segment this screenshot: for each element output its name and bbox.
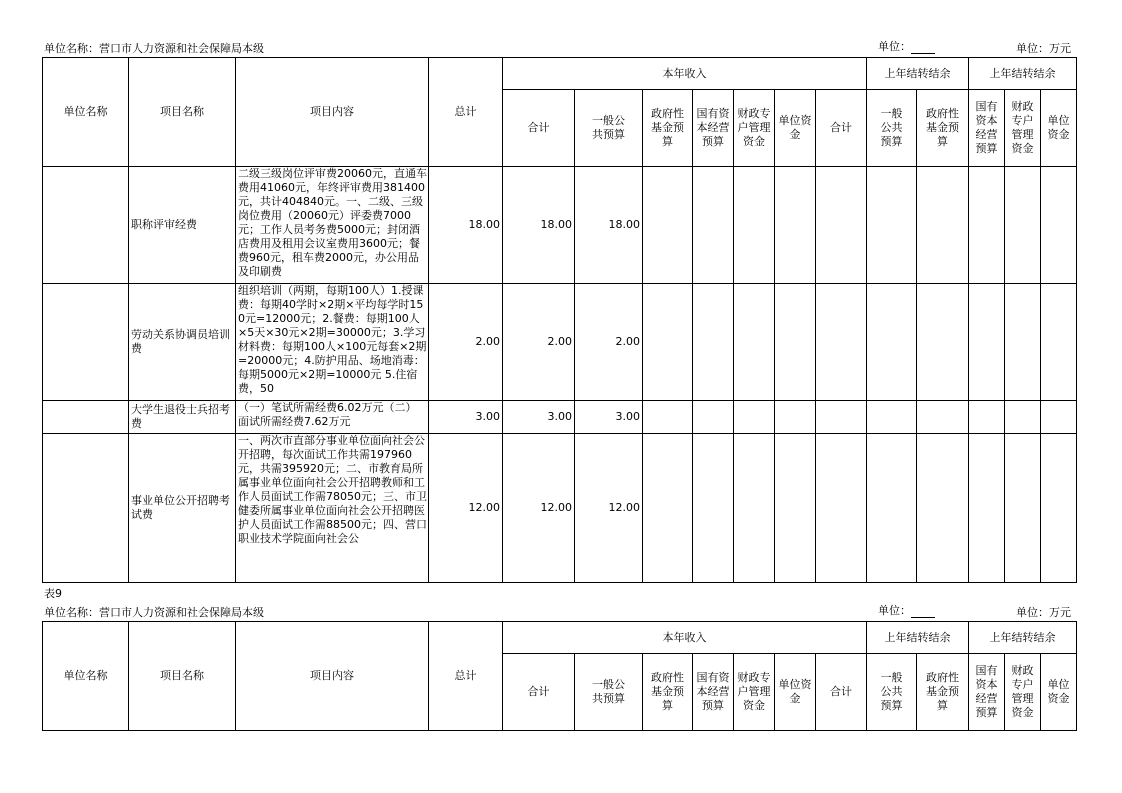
header-prev-fiscal-special-text: 财政专户管理资金 (1011, 100, 1034, 155)
row-empty-cell (1041, 284, 1077, 401)
header-fiscal-special (734, 654, 775, 731)
row-content-cell (236, 167, 429, 284)
header-unit-name: 单位名称 (43, 622, 129, 731)
header-prev-state-capital (969, 90, 1005, 167)
header-general-budget-text: 一般公共预算 (592, 114, 625, 141)
table-number-label: 表9 (44, 587, 62, 600)
row-empty-cell (775, 284, 816, 401)
row-content-text: （一）笔试所需经费6.02万元（二）面试所需经费7.62万元 (238, 401, 417, 428)
header-general-budget (575, 654, 643, 731)
row-empty-cell (693, 434, 734, 583)
header-general-budget (575, 90, 643, 167)
row-sum-cell: 12.00 (503, 434, 575, 583)
table-row (43, 434, 1077, 583)
header-fiscal-special-text: 财政专户管理资金 (737, 107, 771, 148)
row-content-text: 组织培训（两期，每期100人）1.授课费：每期40学时×2期×平均每学时150元=12000元；2.餐费：每期100人×5天×30元×2期=30000元；3.学习材料费：每期100人×100元每套×2期=20000元；4.防护用品、场地消毒：每期5000元×2期=10000元 5.住宿费，50 (238, 284, 427, 395)
header-project-content: 项目内容 (236, 622, 429, 731)
row-empty-cell (867, 401, 917, 434)
row-empty-cell (775, 167, 816, 284)
header-total: 总计 (429, 58, 503, 167)
header-current-income: 本年收入 (503, 622, 867, 654)
header-fiscal-special-text: 财政专户管理资金 (737, 671, 771, 712)
row-empty-cell (816, 284, 867, 401)
header-unit-name: 单位名称 (43, 58, 129, 167)
row-empty-cell (969, 401, 1005, 434)
header-gov-fund-text: 政府性基金预算 (651, 107, 684, 148)
row-empty-cell (867, 284, 917, 401)
row-general-cell: 2.00 (575, 284, 643, 401)
row-content-cell (236, 284, 429, 401)
row-empty-cell (775, 401, 816, 434)
header-general-budget-text: 一般公共预算 (592, 678, 625, 705)
header-state-capital-text: 国有资本经营预算 (696, 671, 730, 712)
header-prev-state-capital-text: 国有资本经营预算 (975, 664, 998, 719)
row-empty-cell (1041, 434, 1077, 583)
row-empty-cell (917, 434, 969, 583)
table-row (43, 401, 1077, 434)
row-project-cell: 大学生退役士兵招考费 (129, 401, 236, 434)
header-unit-funds (775, 654, 816, 731)
row-sum-cell: 2.00 (503, 284, 575, 401)
currency-unit: 单位：万元 (1016, 42, 1071, 55)
row-empty-cell (816, 401, 867, 434)
row-content-cell (236, 434, 429, 583)
header-prev-sum: 合计 (816, 654, 867, 731)
row-empty-cell (693, 401, 734, 434)
row-empty-cell (969, 434, 1005, 583)
unit-label-text: 单位： (878, 40, 911, 53)
row-empty-cell (643, 401, 693, 434)
header-prev-unit-funds (1041, 654, 1077, 731)
header-prev-unit-funds (1041, 90, 1077, 167)
row-empty-cell (734, 284, 775, 401)
header-prev-unit-funds-text: 单位资金 (1047, 678, 1070, 705)
row-empty-cell (693, 167, 734, 284)
row-empty-cell (816, 434, 867, 583)
row-empty-cell (917, 401, 969, 434)
header-state-capital (693, 654, 734, 731)
header-prev-balance-1: 上年结转结余 (867, 622, 969, 654)
row-total-cell: 18.00 (429, 167, 503, 284)
row-empty-cell (1005, 284, 1041, 401)
row-unit-cell (43, 434, 129, 583)
row-empty-cell (969, 284, 1005, 401)
unit-name-line: 单位名称：营口市人力资源和社会保障局本级 (44, 42, 264, 55)
unit-label-text-2: 单位： (878, 604, 911, 617)
row-empty-cell (1005, 167, 1041, 284)
row-empty-cell (1005, 401, 1041, 434)
header-prev-general (867, 90, 917, 167)
row-unit-cell (43, 284, 129, 401)
header-project-name: 项目名称 (129, 622, 236, 731)
currency-unit-2: 单位：万元 (1016, 606, 1071, 619)
header-sum: 合计 (503, 90, 575, 167)
header-prev-fiscal-special (1005, 90, 1041, 167)
row-empty-cell (643, 167, 693, 284)
unit-label-2 (878, 602, 935, 618)
header-state-capital-text: 国有资本经营预算 (696, 107, 730, 148)
unit-underline (911, 43, 935, 54)
header-prev-state-capital (969, 654, 1005, 731)
header-gov-fund-text: 政府性基金预算 (651, 671, 684, 712)
row-empty-cell (1041, 167, 1077, 284)
unit-label (878, 38, 935, 54)
table-row (43, 284, 1077, 401)
header-prev-unit-funds-text: 单位资金 (1047, 114, 1070, 141)
row-project-cell: 劳动关系协调员培训费 (129, 284, 236, 401)
header-current-income: 本年收入 (503, 58, 867, 90)
row-content-text: 二级三级岗位评审费20060元，直通车费用41060元，年终评审费用381400元，共计404840元。一、二级、三级岗位费用（20060元）评委费7000元；工作人员考务费5000元；封闭酒店费用及租用会议室费用3600元；餐费960元，租车费2000元，办公用品及印刷费 (238, 167, 427, 278)
row-empty-cell (816, 167, 867, 284)
row-empty-cell (1041, 401, 1077, 434)
row-empty-cell (969, 167, 1005, 284)
row-empty-cell (734, 401, 775, 434)
row-empty-cell (643, 434, 693, 583)
row-empty-cell (734, 434, 775, 583)
header-prev-general-text: 一般公共预算 (880, 107, 903, 148)
table-row (43, 167, 1077, 284)
row-general-cell: 18.00 (575, 167, 643, 284)
row-empty-cell (867, 434, 917, 583)
row-general-cell: 12.00 (575, 434, 643, 583)
row-total-cell: 12.00 (429, 434, 503, 583)
row-sum-cell: 18.00 (503, 167, 575, 284)
row-empty-cell (693, 284, 734, 401)
header-prev-gov-fund-text: 政府性基金预算 (926, 107, 959, 148)
header-prev-fiscal-special-text: 财政专户管理资金 (1011, 664, 1034, 719)
header-fiscal-special (734, 90, 775, 167)
row-empty-cell (734, 167, 775, 284)
header-prev-fiscal-special (1005, 654, 1041, 731)
header-prev-balance-2: 上年结转结余 (969, 622, 1077, 654)
header-prev-general-text: 一般公共预算 (880, 671, 903, 712)
budget-table (42, 57, 1077, 583)
row-empty-cell (867, 167, 917, 284)
row-project-cell: 职称评审经费 (129, 167, 236, 284)
budget-table-2 (42, 621, 1077, 731)
header-project-content: 项目内容 (236, 58, 429, 167)
header-state-capital (693, 90, 734, 167)
header-prev-gov-fund (917, 654, 969, 731)
unit-name-line-2: 单位名称：营口市人力资源和社会保障局本级 (44, 606, 264, 619)
header-sum: 合计 (503, 654, 575, 731)
row-total-cell: 3.00 (429, 401, 503, 434)
header-project-name: 项目名称 (129, 58, 236, 167)
header-prev-general (867, 654, 917, 731)
header-unit-funds-text: 单位资金 (778, 114, 812, 141)
row-general-cell: 3.00 (575, 401, 643, 434)
row-content-text: 一、两次市直部分事业单位面向社会公开招聘，每次面试工作共需197960元，共需395920元；二、市教育局所属事业单位面向社会公开招聘教师和工作人员面试工作需78050元；三、市卫健委所属事业单位面向社会公开招聘医护人员面试工作需88500元；四、营口职业技术学院面向社会公 (238, 434, 427, 545)
header-gov-fund (643, 654, 693, 731)
header-prev-gov-fund-text: 政府性基金预算 (926, 671, 959, 712)
row-content-cell (236, 401, 429, 434)
row-unit-cell (43, 167, 129, 284)
header-unit-funds-text: 单位资金 (778, 678, 812, 705)
row-empty-cell (775, 434, 816, 583)
row-empty-cell (1005, 434, 1041, 583)
header-gov-fund (643, 90, 693, 167)
header-prev-balance-2: 上年结转结余 (969, 58, 1077, 90)
header-unit-funds (775, 90, 816, 167)
row-empty-cell (917, 167, 969, 284)
row-empty-cell (643, 284, 693, 401)
header-prev-sum: 合计 (816, 90, 867, 167)
row-empty-cell (917, 284, 969, 401)
header-total: 总计 (429, 622, 503, 731)
row-sum-cell: 3.00 (503, 401, 575, 434)
header-prev-state-capital-text: 国有资本经营预算 (975, 100, 998, 155)
row-unit-cell (43, 401, 129, 434)
unit-underline-2 (911, 607, 935, 618)
header-prev-gov-fund (917, 90, 969, 167)
row-total-cell: 2.00 (429, 284, 503, 401)
header-prev-balance-1: 上年结转结余 (867, 58, 969, 90)
row-project-cell: 事业单位公开招聘考试费 (129, 434, 236, 583)
